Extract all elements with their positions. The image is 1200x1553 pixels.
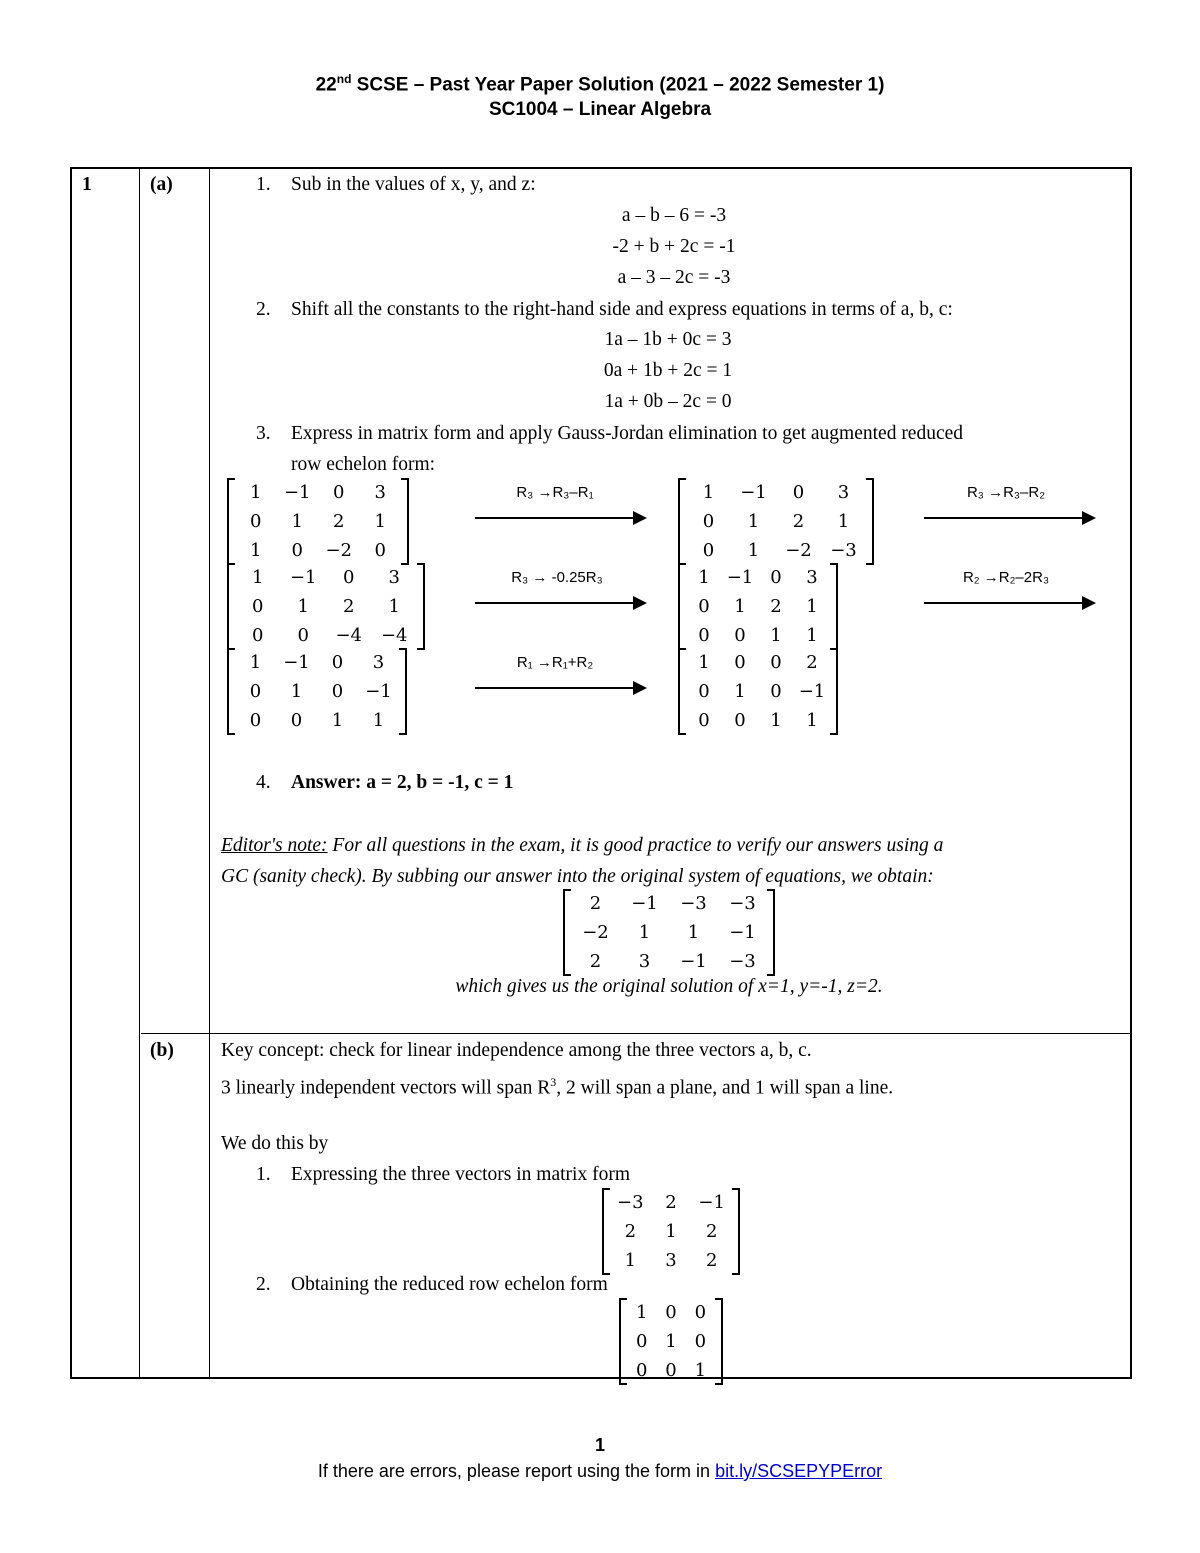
augmented-matrix xyxy=(678,648,838,735)
matrix-entry: 0 xyxy=(770,681,782,702)
matrix-entry: 3 xyxy=(372,652,385,673)
matrix-entry: −1 xyxy=(283,482,311,503)
matrix-entry: 1 xyxy=(770,625,782,646)
matrix-entry: 0 xyxy=(291,540,303,561)
augmented-matrix xyxy=(678,563,838,650)
matrix-entry: 0 xyxy=(702,540,715,561)
row-operation: R₃ →R₃–R₁ xyxy=(516,484,594,501)
matrix-entry: 1 xyxy=(250,540,262,561)
matrix-entry: 1 xyxy=(806,596,818,617)
matrix-entry: 0 xyxy=(333,482,345,503)
vector-matrix xyxy=(602,1188,740,1275)
matrix-entry: 2 xyxy=(792,511,805,532)
step-number: 1. xyxy=(256,174,271,195)
arrow-right-icon xyxy=(475,687,645,689)
step-number: 1. xyxy=(256,1164,271,1185)
step-text: Expressing the three vectors in matrix form xyxy=(291,1164,630,1185)
final-answer: Answer: a = 2, b = -1, c = 1 xyxy=(291,772,514,793)
question-number: 1 xyxy=(82,174,92,195)
equation: a – b – 6 = -3 xyxy=(621,205,727,226)
matrix-entry: 0 xyxy=(331,681,344,702)
matrix-entry: 1 xyxy=(747,540,760,561)
part-label-b: (b) xyxy=(150,1040,174,1061)
row-operation: R₁ →R₁+R₂ xyxy=(516,654,594,671)
matrix-entry: 1 xyxy=(734,681,746,702)
matrix-entry: 0 xyxy=(698,710,710,731)
augmented-matrix xyxy=(227,648,407,735)
equation: 0a + 1b + 2c = 1 xyxy=(603,360,733,381)
page-number: 1 xyxy=(594,1435,605,1455)
matrix-entry: 0 xyxy=(698,681,710,702)
matrix-entry: 1 xyxy=(249,652,262,673)
augmented-matrix xyxy=(227,563,425,650)
matrix-entry: −1 xyxy=(798,681,826,702)
matrix-entry: 0 xyxy=(635,1331,648,1352)
step-text: Obtaining the reduced row echelon form xyxy=(291,1274,608,1295)
matrix-entry: 2 xyxy=(589,951,602,972)
matrix-entry: 0 xyxy=(698,596,710,617)
matrix-entry: 1 xyxy=(665,1221,677,1242)
row-operation: R₂ →R₂–2R₃ xyxy=(962,569,1050,586)
matrix-entry: 1 xyxy=(331,710,344,731)
matrix-entry: 1 xyxy=(624,1250,637,1271)
page-header-subtitle: SC1004 – Linear Algebra xyxy=(488,99,712,120)
matrix-entry: 1 xyxy=(635,1302,648,1323)
matrix-entry: 0 xyxy=(331,652,344,673)
matrix-entry: 2 xyxy=(705,1221,718,1242)
matrix-entry: −2 xyxy=(325,540,353,561)
matrix-entry: 3 xyxy=(837,482,850,503)
matrix-entry: 0 xyxy=(635,1360,648,1381)
page-header-title: 22nd SCSE – Past Year Paper Solution (2021 – 2022 Semester 1) xyxy=(315,72,885,96)
matrix-entry: −1 xyxy=(365,681,392,702)
matrix-entry: 0 xyxy=(343,567,355,588)
matrix-entry: 0 xyxy=(252,596,264,617)
matrix-entry: 1 xyxy=(698,567,710,588)
arrow-right-icon xyxy=(475,517,645,519)
arrow-right-icon xyxy=(924,517,1094,519)
step-text-continued: row echelon form: xyxy=(291,454,436,475)
matrix-entry: 0 xyxy=(734,652,746,673)
step-number: 4. xyxy=(256,772,271,793)
matrix-entry: 1 xyxy=(698,652,710,673)
matrix-entry: 1 xyxy=(734,596,746,617)
matrix-entry: 3 xyxy=(806,567,818,588)
matrix-entry: 2 xyxy=(806,652,818,673)
matrix-entry: −1 xyxy=(740,482,767,503)
augmented-matrix xyxy=(227,478,409,565)
matrix-entry: 1 xyxy=(290,681,303,702)
equation: a – 3 – 2c = -3 xyxy=(617,267,731,288)
matrix-entry: −1 xyxy=(289,567,317,588)
matrix-entry: 2 xyxy=(770,596,782,617)
matrix-entry: 1 xyxy=(747,511,760,532)
matrix-entry: 2 xyxy=(589,893,602,914)
matrix-entry: −1 xyxy=(283,652,310,673)
footer-note: If there are errors, please report using the form in bit.ly/SCSEPYPError xyxy=(317,1461,883,1481)
row-operation: R₃ →R₃–R₂ xyxy=(966,484,1046,501)
matrix-entry: 0 xyxy=(252,625,264,646)
editor-note-continued: GC (sanity check). By subbing our answer into the original system of equations, we obtain: xyxy=(221,866,934,887)
matrix-entry: 0 xyxy=(290,710,303,731)
matrix-entry: −1 xyxy=(698,1192,725,1213)
error-report-link[interactable]: bit.ly/SCSEPYPError xyxy=(715,1461,883,1481)
step-number: 3. xyxy=(256,423,271,444)
matrix-entry: 2 xyxy=(705,1250,718,1271)
matrix-entry: 1 xyxy=(687,922,700,943)
step-number: 2. xyxy=(256,299,271,320)
matrix-entry: 0 xyxy=(734,710,746,731)
matrix-entry: 1 xyxy=(372,710,385,731)
matrix-entry: 0 xyxy=(770,567,782,588)
row-operation: R₃ → -0.25R₃ xyxy=(511,569,603,586)
method-intro: We do this by xyxy=(221,1133,329,1154)
matrix-entry: 3 xyxy=(665,1250,677,1271)
matrix-entry: 3 xyxy=(638,951,651,972)
matrix-entry: −1 xyxy=(631,893,658,914)
matrix-entry: 1 xyxy=(250,482,262,503)
equation: 1a + 0b – 2c = 0 xyxy=(604,391,732,412)
matrix-entry: 2 xyxy=(624,1221,637,1242)
step-text: Sub in the values of x, y, and z: xyxy=(291,174,536,195)
matrix-entry: 1 xyxy=(806,710,818,731)
matrix-entry: −3 xyxy=(617,1192,644,1213)
matrix-entry: −2 xyxy=(785,540,812,561)
check-matrix xyxy=(563,889,775,976)
step-text: Shift all the constants to the right-hand side and express equations in terms of a, b, c: xyxy=(291,299,953,320)
matrix-entry: 2 xyxy=(343,596,355,617)
matrix-entry: 1 xyxy=(665,1331,677,1352)
matrix-entry: −3 xyxy=(680,893,707,914)
matrix-entry: 0 xyxy=(792,482,805,503)
matrix-entry: −2 xyxy=(582,922,609,943)
part-label-a: (a) xyxy=(150,174,173,195)
editor-note: Editor's note: For all questions in the exam, it is good practice to verify our answers using a xyxy=(221,835,944,856)
arrow-right-icon xyxy=(475,602,645,604)
matrix-entry: 2 xyxy=(333,511,345,532)
matrix-entry: −4 xyxy=(380,625,408,646)
matrix-entry: 0 xyxy=(297,625,309,646)
matrix-entry: 1 xyxy=(638,922,651,943)
check-result: which gives us the original solution of x=1, y=-1, z=2. xyxy=(455,976,883,997)
matrix-entry: −3 xyxy=(729,893,756,914)
equation: -2 + b + 2c = -1 xyxy=(612,236,736,257)
matrix-entry: −4 xyxy=(335,625,363,646)
matrix-entry: 1 xyxy=(806,625,818,646)
matrix-entry: 1 xyxy=(694,1360,707,1381)
matrix-entry: 0 xyxy=(250,511,262,532)
solution-table xyxy=(70,167,1132,1379)
row-divider xyxy=(141,1033,1130,1034)
matrix-entry: 0 xyxy=(665,1360,677,1381)
matrix-entry: 1 xyxy=(702,482,715,503)
matrix-entry: 0 xyxy=(702,511,715,532)
matrix-entry: 1 xyxy=(770,710,782,731)
matrix-entry: 3 xyxy=(388,567,400,588)
key-concept: Key concept: check for linear independence among the three vectors a, b, c. xyxy=(221,1040,812,1061)
matrix-entry: −3 xyxy=(830,540,857,561)
column-divider xyxy=(209,169,210,1377)
matrix-entry: 0 xyxy=(249,710,262,731)
step-text: Express in matrix form and apply Gauss-Jordan elimination to get augmented reduced xyxy=(291,423,964,444)
matrix-entry: 2 xyxy=(665,1192,677,1213)
augmented-matrix xyxy=(678,478,874,565)
rref-matrix xyxy=(619,1298,723,1385)
matrix-entry: 0 xyxy=(734,625,746,646)
matrix-entry: 1 xyxy=(374,511,386,532)
matrix-entry: −1 xyxy=(680,951,707,972)
span-explanation: 3 linearly independent vectors will span $R^3$, 2 will span a plane, and 1 will span a line. xyxy=(221,1075,894,1099)
equation: 1a – 1b + 0c = 3 xyxy=(604,329,732,350)
matrix-entry: −1 xyxy=(726,567,754,588)
matrix-entry: 0 xyxy=(770,652,782,673)
step-number: 2. xyxy=(256,1274,271,1295)
matrix-entry: 0 xyxy=(249,681,262,702)
matrix-entry: 1 xyxy=(252,567,264,588)
matrix-entry: 0 xyxy=(665,1302,677,1323)
matrix-entry: 0 xyxy=(698,625,710,646)
matrix-entry: 1 xyxy=(297,596,309,617)
matrix-entry: 0 xyxy=(374,540,386,561)
matrix-entry: −3 xyxy=(729,951,756,972)
arrow-right-icon xyxy=(924,602,1094,604)
matrix-entry: 1 xyxy=(837,511,850,532)
matrix-entry: −1 xyxy=(729,922,756,943)
matrix-entry: 1 xyxy=(291,511,303,532)
column-divider xyxy=(139,169,140,1377)
matrix-entry: 3 xyxy=(374,482,386,503)
matrix-entry: 0 xyxy=(694,1331,707,1352)
matrix-entry: 0 xyxy=(694,1302,707,1323)
matrix-entry: 1 xyxy=(388,596,400,617)
